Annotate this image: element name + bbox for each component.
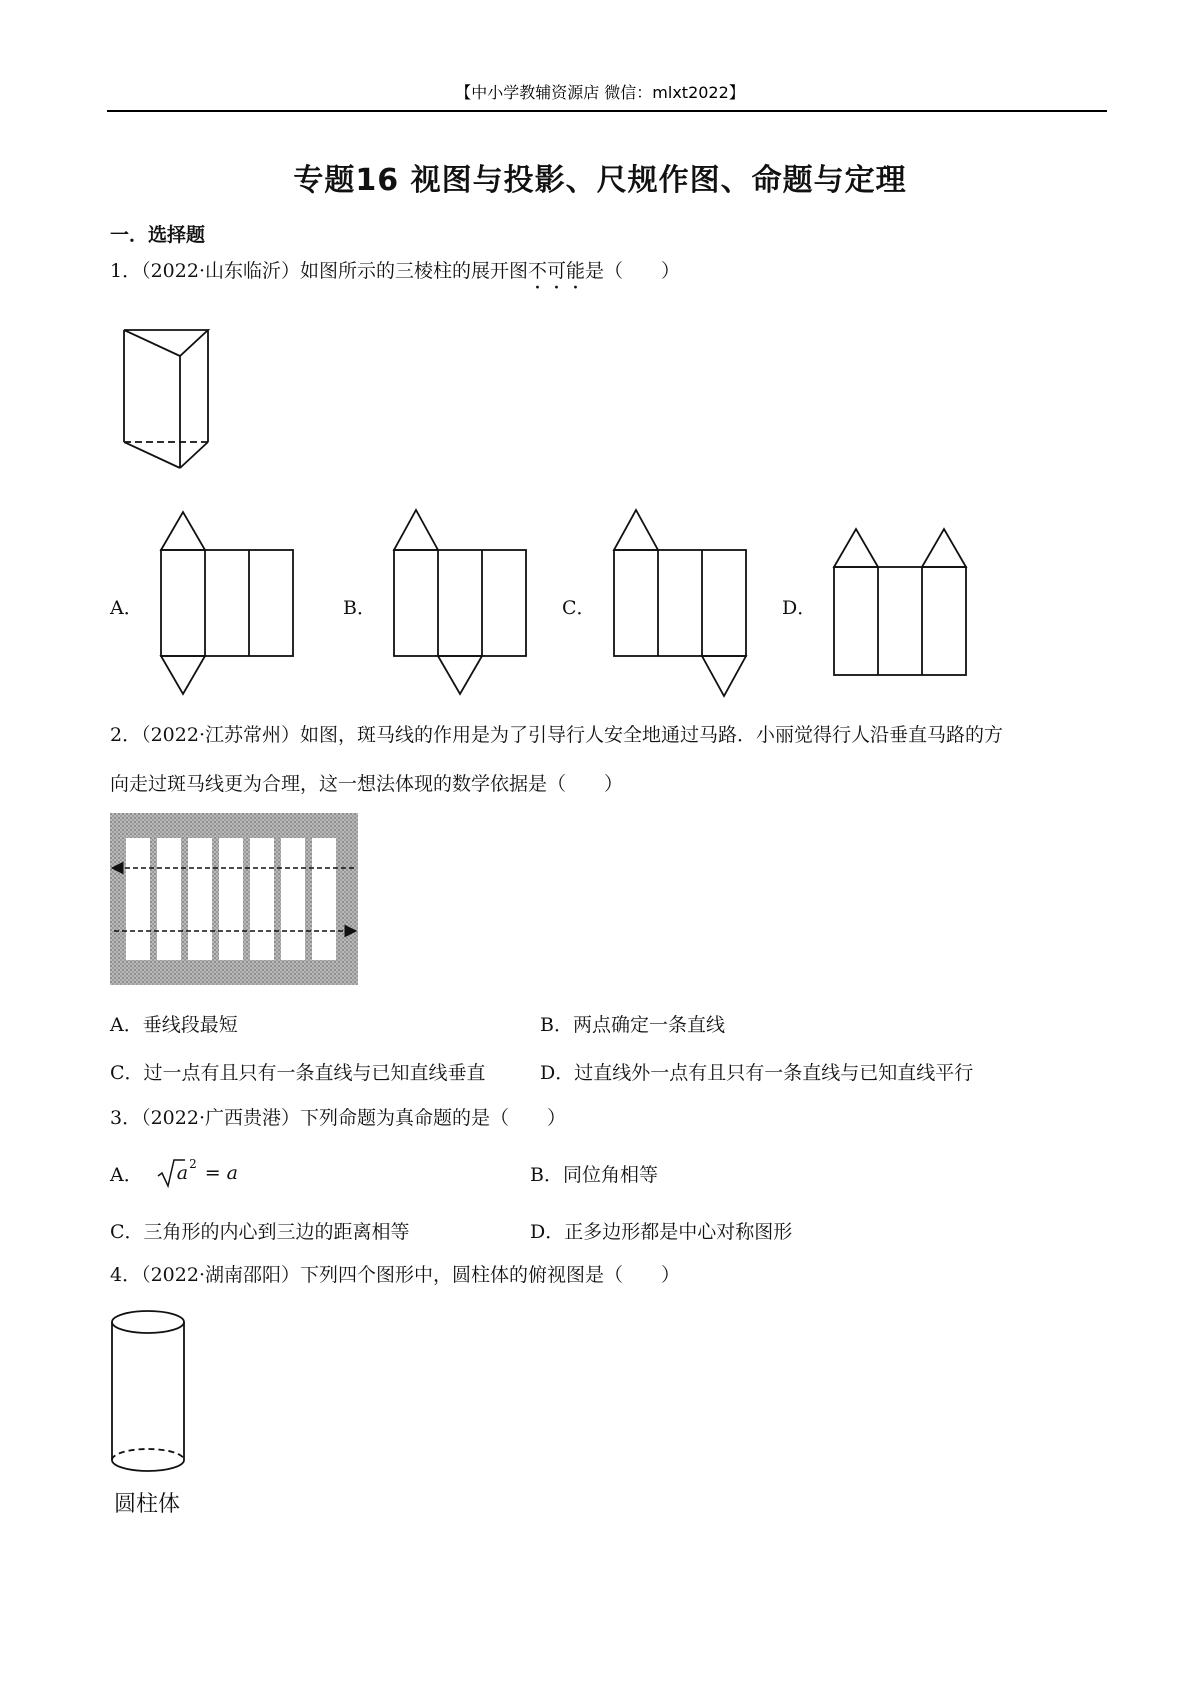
radicand: a [176,1162,189,1184]
sqrt-symbol [157,1158,185,1188]
net-option-a [160,510,310,700]
zebra-crossing-figure [110,813,360,988]
question-1 [110,258,680,285]
q2-option-c: C．过一点有且只有一条直线与已知直线垂直 [110,1062,486,1084]
emphasis-char: 不 [527,260,547,282]
net-option-c [613,508,763,700]
emphasis-char: 可 [547,260,567,282]
header-rule [107,110,1107,112]
cylinder-caption: 圆柱体 [114,1492,181,1517]
q3-option-c: C．三角形的内心到三边的距离相等 [110,1221,410,1243]
cylinder-figure [110,1310,190,1480]
q2-option-b: B．两点确定一条直线 [540,1014,725,1036]
triangular-prism-figure [110,320,230,470]
section-heading: 一．选择题 [110,224,206,246]
question-2-line-2: 向走过斑马线更为合理，这一想法体现的数学依据是（ ） [110,773,624,795]
net-option-d [833,527,983,679]
q3-option-a-label: A． [110,1163,143,1186]
net-option-b [393,508,543,698]
question-1-suffix: 是（ ） [585,260,681,282]
option-b-label: B． [343,597,376,619]
q2-option-d: D．过直线外一点有且只有一条直线与已知直线平行 [540,1062,974,1084]
exponent: 2 [189,1157,197,1171]
question-1-prefix: 1．（2022·山东临沂）如图所示的三棱柱的展开图 [110,260,528,282]
q3-option-b: B．同位角相等 [530,1164,658,1186]
page-header: 【中小学教辅资源店 微信：mlxt2022】 [455,83,745,102]
emphasis-char: 能 [566,260,586,282]
equation-rhs: = a [204,1162,238,1184]
q3-option-d: D．正多边形都是中心对称图形 [530,1221,793,1243]
option-a-label: A． [110,597,143,619]
q3-option-a [110,1158,238,1188]
page-title: 专题16 视图与投影、尺规作图、命题与定理 [293,163,907,198]
q2-option-a: A．垂线段最短 [110,1014,238,1036]
question-2-line-1: 2．（2022·江苏常州）如图，斑马线的作用是为了引导行人安全地通过马路．小丽觉得行人沿垂直马路的方 [110,724,1003,746]
option-d-label: D． [782,597,817,619]
option-c-label: C． [562,597,596,619]
question-4: 4．（2022·湖南邵阳）下列四个图形中，圆柱体的俯视图是（ ） [110,1264,680,1286]
question-3: 3．（2022·广西贵港）下列命题为真命题的是（ ） [110,1107,566,1129]
